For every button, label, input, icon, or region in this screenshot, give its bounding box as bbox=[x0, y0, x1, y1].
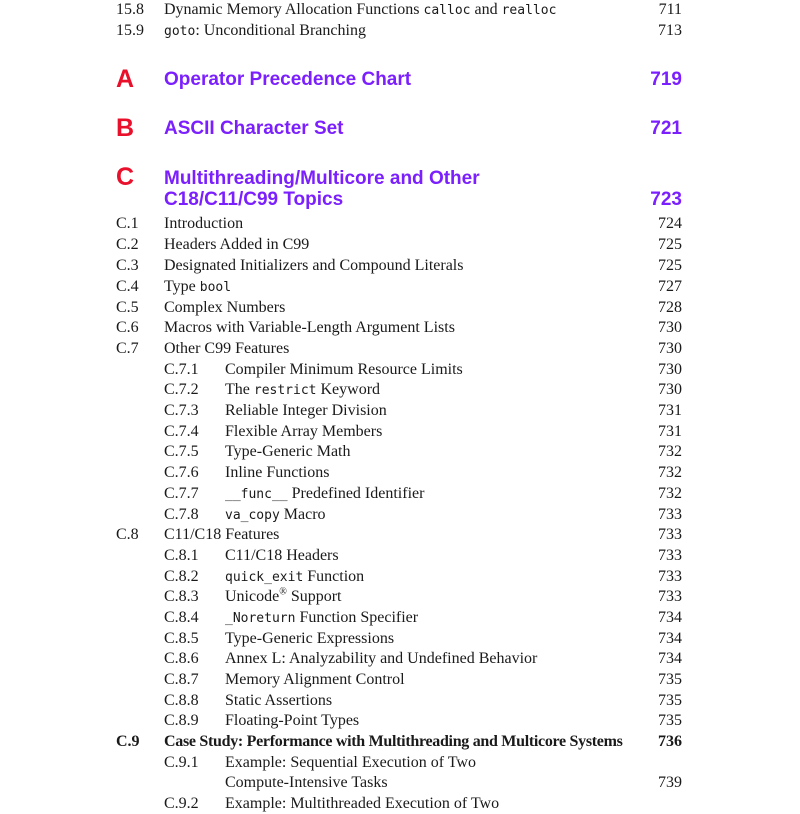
entry-page: 733 bbox=[658, 547, 682, 564]
appendix-a-heading bbox=[0, 64, 800, 96]
entry-number: C.8.9 bbox=[164, 712, 199, 729]
entry-page: 731 bbox=[658, 423, 682, 440]
entry-page: 725 bbox=[658, 236, 682, 253]
entry-number: C.2 bbox=[116, 236, 139, 253]
entry-page: 732 bbox=[658, 485, 682, 502]
appendix-page: 719 bbox=[650, 69, 682, 90]
appendix-title: ASCII Character Set bbox=[164, 118, 344, 139]
entry-page: 735 bbox=[658, 671, 682, 688]
appendix-b-heading bbox=[0, 113, 800, 145]
entry-page: 733 bbox=[658, 588, 682, 605]
entry-title: Reliable Integer Division bbox=[225, 402, 387, 419]
entry-number: C.8.2 bbox=[164, 568, 199, 585]
entry-page: 725 bbox=[658, 257, 682, 274]
entry-number: C.7.1 bbox=[164, 361, 199, 378]
entry-title: Flexible Array Members bbox=[225, 423, 383, 440]
entry-page: 727 bbox=[658, 278, 682, 295]
entry-title: Designated Initializers and Compound Literals bbox=[164, 257, 464, 274]
entry-title: Introduction bbox=[164, 215, 244, 232]
entry-page: 733 bbox=[658, 568, 682, 585]
entry-page: 731 bbox=[658, 402, 682, 419]
appendix-letter: A bbox=[116, 65, 135, 93]
entry-number: C.9 bbox=[116, 733, 140, 750]
entry-title: Type bool bbox=[164, 278, 232, 295]
entry-page: 736 bbox=[658, 733, 682, 750]
entry-page: 739 bbox=[658, 774, 682, 791]
entry-number: C.8.1 bbox=[164, 547, 199, 564]
entry-number: C.5 bbox=[116, 299, 139, 316]
registered-mark: ® bbox=[279, 586, 287, 598]
appendix-page: 723 bbox=[650, 189, 682, 210]
appendix-c-heading bbox=[0, 162, 800, 212]
entry-title: Example: Multithreaded Execution of Two bbox=[225, 795, 500, 812]
entry-page: 711 bbox=[658, 1, 682, 18]
entry-page: 732 bbox=[658, 443, 682, 460]
entry-title: _Noreturn Function Specifier bbox=[225, 609, 419, 626]
entry-title-line2: Compute-Intensive Tasks bbox=[225, 774, 388, 791]
entry-page: 733 bbox=[658, 526, 682, 543]
entry-number: 15.8 bbox=[116, 1, 144, 18]
entry-number: C.8.4 bbox=[164, 609, 199, 626]
entry-number: C.8.7 bbox=[164, 671, 199, 688]
entry-title: goto: Unconditional Branching bbox=[164, 22, 366, 39]
entry-number: C.8.3 bbox=[164, 588, 199, 605]
appendix-page: 721 bbox=[650, 118, 682, 139]
appendix-title-line2: C18/C11/C99 Topics bbox=[164, 189, 344, 210]
entry-number: C.8.8 bbox=[164, 692, 199, 709]
entry-title: Memory Alignment Control bbox=[225, 671, 405, 688]
entry-title: Complex Numbers bbox=[164, 299, 286, 316]
entry-number: C.8.6 bbox=[164, 650, 199, 667]
entry-page: 730 bbox=[658, 361, 682, 378]
entry-title: Type-Generic Expressions bbox=[225, 630, 395, 647]
entry-page: 728 bbox=[658, 299, 682, 316]
entry-title: Case Study: Performance with Multithreading and Multicore Systems bbox=[164, 733, 623, 750]
entry-page: 713 bbox=[658, 22, 682, 39]
entry-title: The restrict Keyword bbox=[225, 381, 381, 398]
entry-page: 733 bbox=[658, 506, 682, 523]
entry-page: 735 bbox=[658, 692, 682, 709]
toc-entry-c9-2-clipped bbox=[0, 794, 800, 812]
entry-title: Type-Generic Math bbox=[225, 443, 351, 460]
entry-title: Headers Added in C99 bbox=[164, 236, 310, 253]
entry-title: __func__ Predefined Identifier bbox=[225, 485, 425, 502]
entry-page: 730 bbox=[658, 319, 682, 336]
entry-page: 730 bbox=[658, 340, 682, 357]
entry-title: Compiler Minimum Resource Limits bbox=[225, 361, 463, 378]
entry-page: 732 bbox=[658, 464, 682, 481]
entry-number: C.8.5 bbox=[164, 630, 199, 647]
entry-title: Macros with Variable-Length Argument Lists bbox=[164, 319, 455, 336]
entry-number: C.9.2 bbox=[164, 795, 199, 812]
entry-page: 724 bbox=[658, 215, 682, 232]
entry-title: Unicode® Support bbox=[225, 586, 342, 605]
entry-title: Other C99 Features bbox=[164, 340, 290, 357]
entry-title: Static Assertions bbox=[225, 692, 333, 709]
entry-title-line1: Example: Sequential Execution of Two bbox=[225, 754, 476, 771]
entry-number: C.3 bbox=[116, 257, 139, 274]
appendix-title: Operator Precedence Chart bbox=[164, 69, 412, 90]
entry-title: C11/C18 Headers bbox=[225, 547, 339, 564]
entry-title: va_copy Macro bbox=[225, 506, 326, 523]
entry-title: Annex L: Analyzability and Undefined Behavior bbox=[225, 650, 538, 667]
entry-number: C.7.2 bbox=[164, 381, 199, 398]
appendix-letter: B bbox=[116, 114, 135, 142]
entry-number: 15.9 bbox=[116, 22, 144, 39]
entry-number: C.6 bbox=[116, 319, 139, 336]
entry-number: C.4 bbox=[116, 278, 139, 295]
entry-page: 735 bbox=[658, 712, 682, 729]
entry-number: C.7.3 bbox=[164, 402, 199, 419]
entry-number: C.7.7 bbox=[164, 485, 199, 502]
entry-title: Inline Functions bbox=[225, 464, 330, 481]
appendix-title-line1: Multithreading/Multicore and Other bbox=[164, 168, 480, 189]
entry-page: 734 bbox=[658, 609, 682, 626]
appendix-letter: C bbox=[116, 163, 135, 191]
entry-number: C.7.4 bbox=[164, 423, 199, 440]
entry-number: C.9.1 bbox=[164, 754, 199, 771]
entry-title: C11/C18 Features bbox=[164, 526, 280, 543]
entry-number: C.7.8 bbox=[164, 506, 199, 523]
entry-number: C.7.5 bbox=[164, 443, 199, 460]
entry-title: Dynamic Memory Allocation Functions calloc and realloc bbox=[164, 1, 557, 18]
entry-number: C.7.6 bbox=[164, 464, 199, 481]
entry-title: Floating-Point Types bbox=[225, 712, 360, 729]
entry-number: C.8 bbox=[116, 526, 139, 543]
entry-number: C.1 bbox=[116, 215, 139, 232]
entry-page: 730 bbox=[658, 381, 682, 398]
entry-number: C.7 bbox=[116, 340, 139, 357]
entry-page: 734 bbox=[658, 630, 682, 647]
entry-page: 734 bbox=[658, 650, 682, 667]
entry-title: quick_exit Function bbox=[225, 568, 365, 585]
